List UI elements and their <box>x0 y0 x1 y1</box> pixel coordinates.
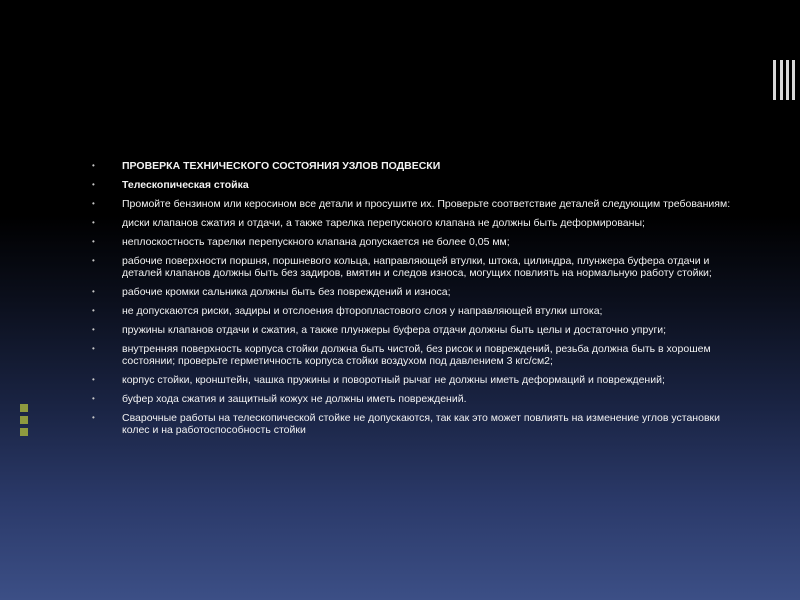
bullet-item <box>92 236 742 248</box>
bullet-item <box>92 305 742 317</box>
bullet-item <box>92 255 742 279</box>
bullet-icon: • <box>92 199 95 208</box>
decor-square <box>20 404 28 412</box>
bullet-list <box>92 160 742 443</box>
decor-square <box>20 416 28 424</box>
bullet-icon: • <box>92 287 95 296</box>
bullet-text: буфер хода сжатия и защитный кожух не должны иметь повреждений. <box>122 393 467 405</box>
bullet-icon: • <box>92 218 95 227</box>
bullet-text: рабочие поверхности поршня, поршневого кольца, направляющей втулки, штока, цилиндра, плунжера буфера отдачи и деталей клапанов должны быть без задиров, вмятин и следов износа, могущих повлиять на нормальную работу стойки; <box>122 255 712 279</box>
decor-bar <box>773 60 776 100</box>
bullet-icon: • <box>92 256 95 265</box>
decorative-squares-left <box>20 404 30 444</box>
decor-bar <box>786 60 789 100</box>
bullet-item <box>92 412 742 436</box>
bullet-icon: • <box>92 413 95 422</box>
bullet-icon: • <box>92 394 95 403</box>
bullet-item <box>92 179 742 191</box>
bullet-text: Промойте бензином или керосином все детали и просушите их. Проверьте соответствие деталей следующим требованиям: <box>122 198 731 210</box>
bullet-text: корпус стойки, кронштейн, чашка пружины и поворотный рычаг не должны иметь деформаций и повреждений; <box>122 374 665 386</box>
decor-square <box>20 428 28 436</box>
bullet-text: рабочие кромки сальника должны быть без повреждений и износа; <box>122 286 451 298</box>
bullet-item <box>92 217 742 229</box>
bullet-icon: • <box>92 344 95 353</box>
decorative-bars-top-right <box>771 60 800 100</box>
bullet-icon: • <box>92 375 95 384</box>
bullet-text: неплоскостность тарелки перепускного клапана допускается не более 0,05 мм; <box>122 236 510 248</box>
bullet-icon: • <box>92 161 95 170</box>
bullet-item <box>92 324 742 336</box>
bullet-item <box>92 160 742 172</box>
bullet-icon: • <box>92 325 95 334</box>
bullet-item <box>92 286 742 298</box>
bullet-text: ПРОВЕРКА ТЕХНИЧЕСКОГО СОСТОЯНИЯ УЗЛОВ ПОДВЕСКИ <box>122 160 441 172</box>
bullet-icon: • <box>92 306 95 315</box>
bullet-text: внутренняя поверхность корпуса стойки должна быть чистой, без рисок и повреждений, резьба должна быть в хорошем состоянии; проверьте герметичность корпуса стойки воздухом под давлением 3 кгс/см2; <box>122 343 711 367</box>
bullet-text: пружины клапанов отдачи и сжатия, а также плунжеры буфера отдачи должны быть целы и достаточно упруги; <box>122 324 667 336</box>
bullet-icon: • <box>92 237 95 246</box>
bullet-item <box>92 374 742 386</box>
decor-bar <box>780 60 783 100</box>
bullet-item <box>92 343 742 367</box>
decor-bar <box>792 60 795 100</box>
bullet-item <box>92 198 742 210</box>
bullet-item <box>92 393 742 405</box>
bullet-icon: • <box>92 180 95 189</box>
bullet-text: Сварочные работы на телескопической стойке не допускаются, так как это может повлиять на изменение углов установки колес и на работоспособность стойки <box>122 412 720 436</box>
bullet-text: диски клапанов сжатия и отдачи, а также тарелка перепускного клапана не должны быть деформированы; <box>122 217 645 229</box>
bullet-text: не допускаются риски, задиры и отслоения фторопластового слоя у направляющей втулки штока; <box>122 305 603 317</box>
bullet-text: Телескопическая стойка <box>122 179 249 191</box>
